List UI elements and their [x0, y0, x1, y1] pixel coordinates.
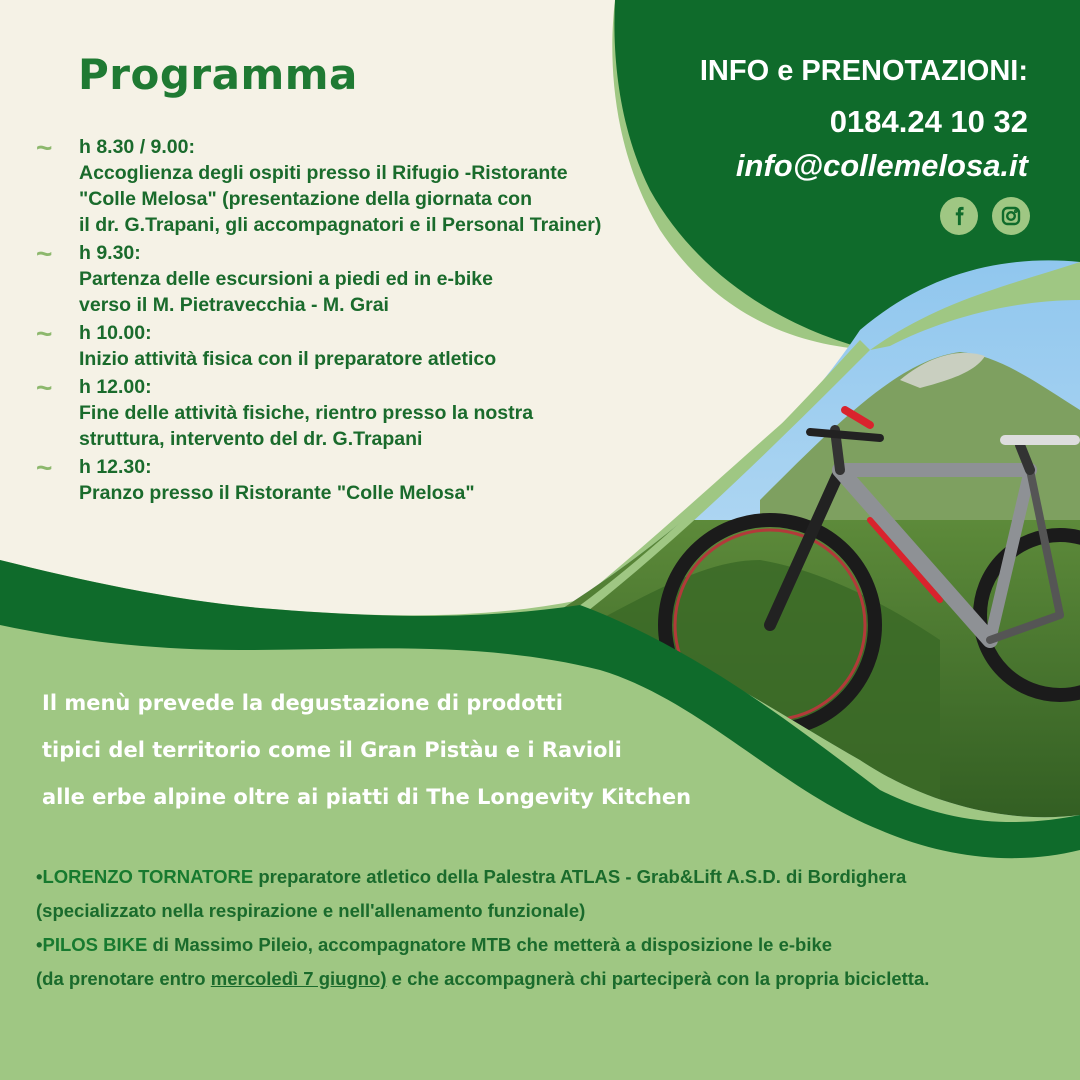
tilde-bullet-icon: ~ [36, 372, 53, 403]
credit-text: e che accompagnerà chi parteciperà con la propria bicicletta. [386, 968, 930, 989]
facebook-icon[interactable] [940, 197, 978, 235]
schedule-item [36, 374, 676, 452]
schedule-description: Inizio attività fisica con il preparatore atletico [79, 348, 497, 370]
schedule-item [36, 320, 676, 372]
schedule-time: h 8.30 / 9.00: [79, 136, 195, 158]
credit-text: di Massimo Pileio, accompagnatore MTB che metterà a disposizione le e-bike [147, 934, 833, 955]
schedule-description: Pranzo presso il Ristorante "Colle Melosa" [79, 482, 475, 504]
info-contacts [700, 52, 1028, 188]
program-schedule [36, 134, 676, 506]
menu-description [42, 680, 762, 821]
credit-text: (da prenotare entro [36, 968, 211, 989]
credit-line [36, 962, 1046, 996]
booking-deadline: mercoledì 7 giugno) [210, 968, 387, 989]
menu-line: tipici del territorio come il Gran Pistàu e i Ravioli [42, 738, 622, 762]
schedule-time: h 9.30: [79, 242, 141, 264]
schedule-item [36, 454, 676, 506]
instagram-icon[interactable] [992, 197, 1030, 235]
bullet-glyph: • [36, 934, 43, 955]
schedule-item [36, 240, 676, 318]
credit-name: LORENZO TORNATORE [42, 866, 254, 887]
tilde-bullet-icon: ~ [36, 132, 53, 163]
info-title: INFO e PRENOTAZIONI: [699, 55, 1028, 87]
credits-section [36, 860, 1046, 996]
program-title: Programma [78, 50, 358, 99]
credit-line [36, 860, 1046, 894]
credit-line [36, 928, 1046, 962]
credit-text: preparatore atletico della Palestra ATLAS - Grab&Lift A.S.D. di Bordighera [253, 866, 907, 887]
schedule-description: Partenza delle escursioni a piedi ed in e-bike verso il M. Pietravecchia - M. Grai [79, 268, 493, 316]
menu-line: alle erbe alpine oltre ai piatti di The Longevity Kitchen [42, 785, 692, 809]
email-address[interactable]: info@collemelosa.it [735, 148, 1028, 183]
schedule-item [36, 134, 676, 238]
social-icons [940, 197, 1030, 235]
phone-number[interactable]: 0184.24 10 32 [829, 104, 1028, 139]
bullet-glyph: • [36, 866, 43, 887]
tilde-bullet-icon: ~ [36, 452, 53, 483]
credit-name: PILOS BIKE [42, 934, 148, 955]
schedule-time: h 12.00: [79, 376, 152, 398]
tilde-bullet-icon: ~ [36, 318, 53, 349]
schedule-description: Fine delle attività fisiche, rientro presso la nostra struttura, intervento del dr. G.Trapani [79, 402, 534, 450]
schedule-time: h 12.30: [79, 456, 152, 478]
schedule-time: h 10.00: [79, 322, 152, 344]
tilde-bullet-icon: ~ [36, 238, 53, 269]
credit-line: (specializzato nella respirazione e nell'allenamento funzionale) [36, 900, 586, 921]
menu-line: Il menù prevede la degustazione di prodotti [42, 691, 563, 715]
schedule-description: Accoglienza degli ospiti presso il Rifugio -Ristorante "Colle Melosa" (presentazione della giornata con il dr. G.Trapani, gli accompagnatori e il Personal Trainer) [79, 162, 602, 236]
